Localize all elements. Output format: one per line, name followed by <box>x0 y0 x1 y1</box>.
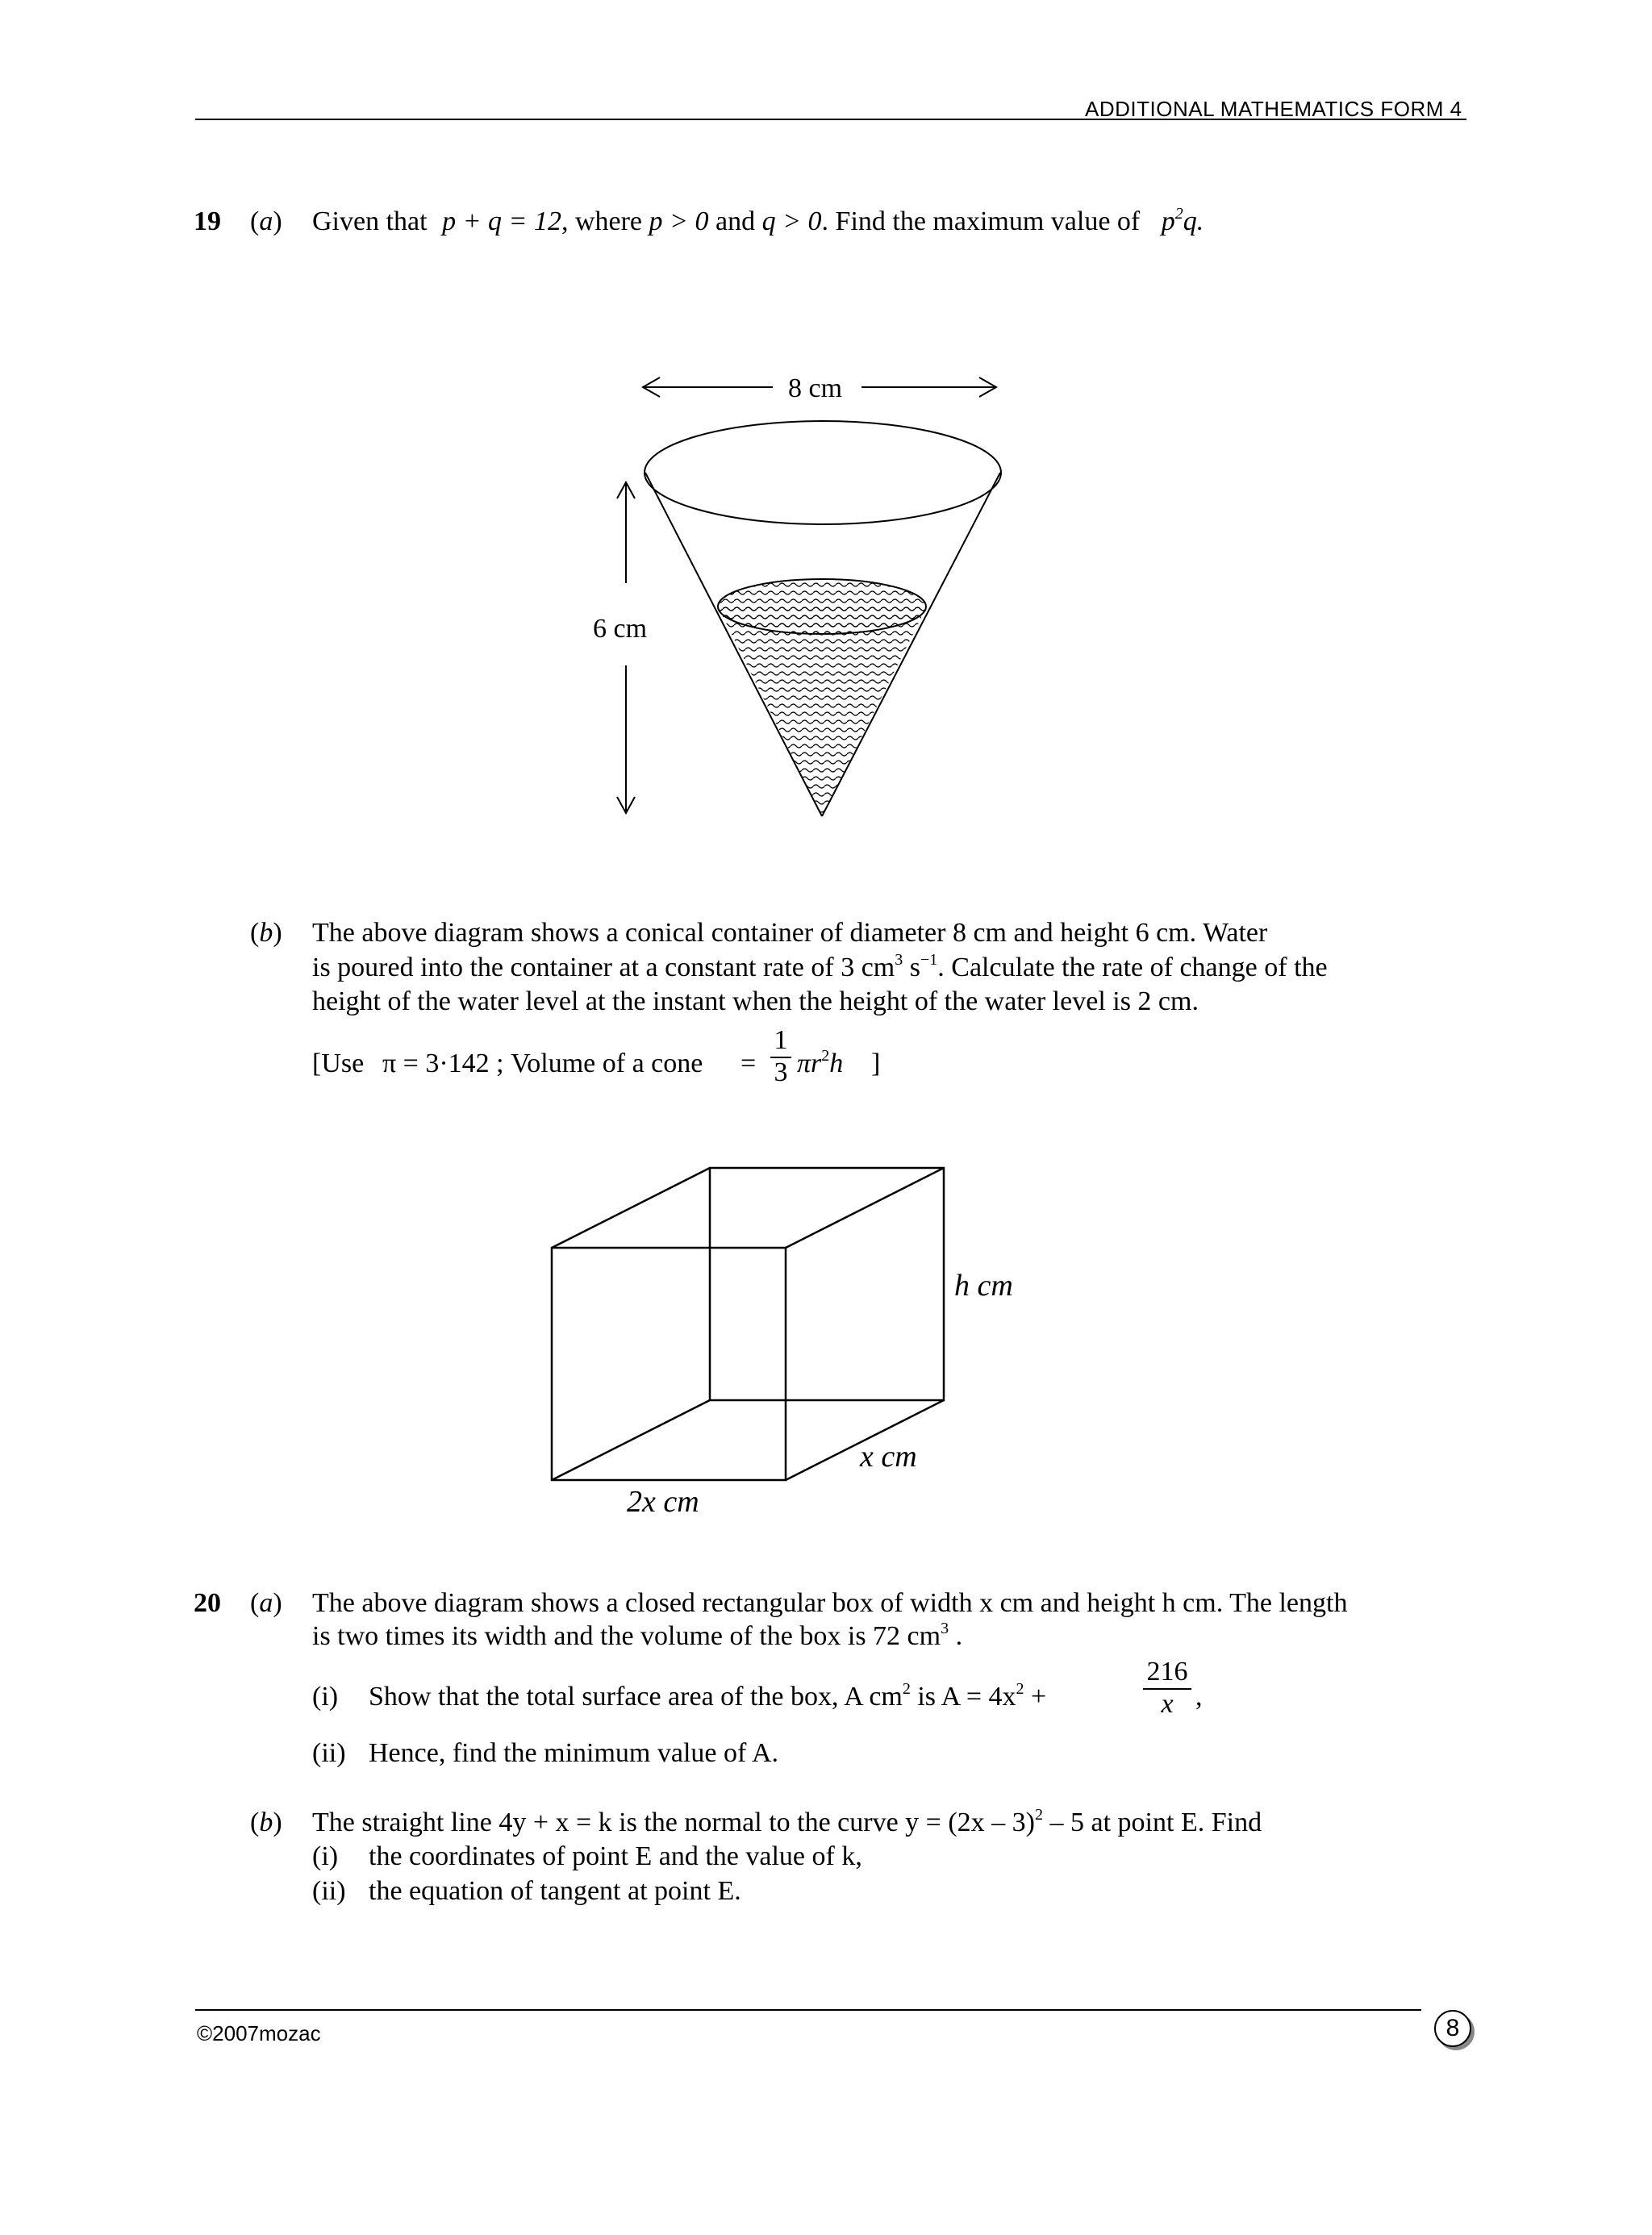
cone-width-label: 8 cm <box>788 373 843 403</box>
q20-a-ii-text: Hence, find the minimum value of A. <box>369 1738 778 1768</box>
q19-b-letter: b <box>259 918 273 948</box>
box-width-text: x cm <box>860 1440 917 1474</box>
cone-height-label: 6 cm <box>593 614 648 644</box>
q19-b-frac-den: 3 <box>774 1057 788 1087</box>
q19-b-frac-num: 1 <box>774 1025 788 1055</box>
q19-a-label: (a) <box>250 206 282 236</box>
q19-b-close: ] <box>871 1049 881 1078</box>
q20-a-i-den: x <box>1161 1689 1174 1719</box>
q19-b-formula-exp: 2 <box>821 1047 830 1065</box>
q20-a-ii-label: (ii) <box>312 1738 346 1768</box>
q20-a-i-num: 216 <box>1146 1657 1188 1687</box>
box-back-face <box>710 1168 944 1400</box>
q19-a-prefix: Given that <box>312 206 428 236</box>
q19-a-expr-base: p <box>1161 206 1175 236</box>
water-fill <box>718 607 927 816</box>
q19-a-letter: a <box>259 206 273 236</box>
q19-b-exp1: 3 <box>895 951 903 969</box>
box-edge-tr <box>786 1168 944 1248</box>
q19-a-expr <box>1162 206 1204 236</box>
cone-diagram <box>565 355 1016 839</box>
box-length-label <box>627 1486 699 1518</box>
q19-a-text <box>312 206 1204 238</box>
q20-a-line2-b: . <box>949 1621 963 1651</box>
q19-a-where: , where <box>561 206 643 236</box>
q19-b-formula-a: πr <box>797 1049 822 1078</box>
q19-a-equation: p + q = 12 <box>442 206 561 236</box>
box-height-label <box>954 1270 1013 1302</box>
q19-b-formula-b: h <box>829 1049 844 1078</box>
q20-a-i-label: (i) <box>312 1682 339 1712</box>
q20-a-i-comma: , <box>1195 1682 1203 1712</box>
q20-number: 20 <box>194 1588 221 1618</box>
q19-b-exp2: −1 <box>920 951 938 969</box>
q19-b-line2 <box>312 952 1328 984</box>
q19-b-use-prefix: [Use <box>312 1049 365 1078</box>
q20-b-ii-text: the equation of tangent at point E. <box>369 1876 741 1906</box>
box-edge-bl <box>552 1400 710 1480</box>
cone-rim <box>645 421 1001 524</box>
q20-a-i-plus: + <box>1024 1682 1047 1712</box>
q20-b-line1-a: The straight line 4y + x = k is the normal to the curve y = (2x – 3) <box>312 1808 1036 1837</box>
q19-a-expr-exp: 2 <box>1174 205 1183 223</box>
q19-a-expr-tail: q. <box>1183 206 1204 236</box>
q19-a-and: and <box>715 206 756 236</box>
footer-rule <box>195 2009 1421 2011</box>
q20-a-line2-exp: 3 <box>941 1620 949 1637</box>
q20-b-ii-label: (ii) <box>312 1876 346 1906</box>
box-edge-tl <box>552 1168 710 1248</box>
q19-b-use-pi: π = 3·142 ; Volume of a cone <box>382 1049 703 1078</box>
q19-a-cond-p: p > 0 <box>649 206 709 236</box>
q20-b-line1-exp: 2 <box>1035 1806 1044 1824</box>
q19-b-line2-c: . Calculate the rate of change of the <box>937 953 1328 982</box>
q20-a-i-exp: 2 <box>902 1680 911 1698</box>
q20-b-line1 <box>312 1807 1262 1839</box>
q20-a-line1: The above diagram shows a closed rectangular box of width x cm and height h cm. The length <box>312 1588 1348 1618</box>
box-width-label <box>860 1441 917 1473</box>
q20-b-label: (b) <box>250 1808 282 1837</box>
box-length-text: 2x cm <box>627 1485 699 1519</box>
box-front-face <box>552 1248 786 1480</box>
q20-b-i-label: (i) <box>312 1841 339 1871</box>
q19-b-line3: height of the water level at the instant when the height of the water level is 2 cm. <box>312 986 1199 1016</box>
q20-a-line2 <box>312 1620 962 1653</box>
q20-a-i-text <box>369 1681 1046 1713</box>
q20-a-letter: a <box>259 1588 273 1618</box>
water-surface <box>718 579 926 634</box>
header-title: ADDITIONAL MATHEMATICS FORM 4 <box>1085 97 1462 121</box>
q19-b-fraction <box>770 1024 791 1089</box>
q19-a-find: . Find the maximum value of <box>821 206 1141 236</box>
q19-number: 19 <box>194 206 221 236</box>
page-number-badge <box>1434 2010 1471 2047</box>
q19-b-line1: The above diagram shows a conical container of diameter 8 cm and height 6 cm. Water <box>312 918 1268 948</box>
q19-a-cond-q: q > 0 <box>761 206 822 236</box>
q19-b-line2-b: s <box>903 953 920 982</box>
box-height-text: h cm <box>954 1269 1013 1303</box>
q20-a-i-fraction <box>1143 1656 1191 1720</box>
q20-b-i-text: the coordinates of point E and the value of k, <box>369 1841 862 1871</box>
q20-a-i-text-main: Show that the total surface area of the box, A cm <box>369 1682 903 1712</box>
q19-b-formula <box>797 1048 843 1080</box>
q20-a-line2-a: is two times its width and the volume of the box is 72 cm <box>312 1621 941 1651</box>
q19-b-line2-a: is poured into the container at a constant rate of 3 cm <box>312 953 895 982</box>
q20-a-label: (a) <box>250 1588 282 1618</box>
q20-a-i-is: is A = 4x <box>910 1682 1016 1712</box>
page-number: 8 <box>1446 2015 1460 2041</box>
footer-copyright: ©2007mozac <box>197 2021 321 2045</box>
q20-b-letter: b <box>259 1808 273 1837</box>
q20-a-i-exp2: 2 <box>1016 1680 1024 1698</box>
q20-b-line1-b: – 5 at point E. Find <box>1043 1808 1262 1837</box>
q19-b-equals: = <box>740 1049 757 1078</box>
header-rule <box>195 119 1466 120</box>
q19-b-label: (b) <box>250 918 282 948</box>
